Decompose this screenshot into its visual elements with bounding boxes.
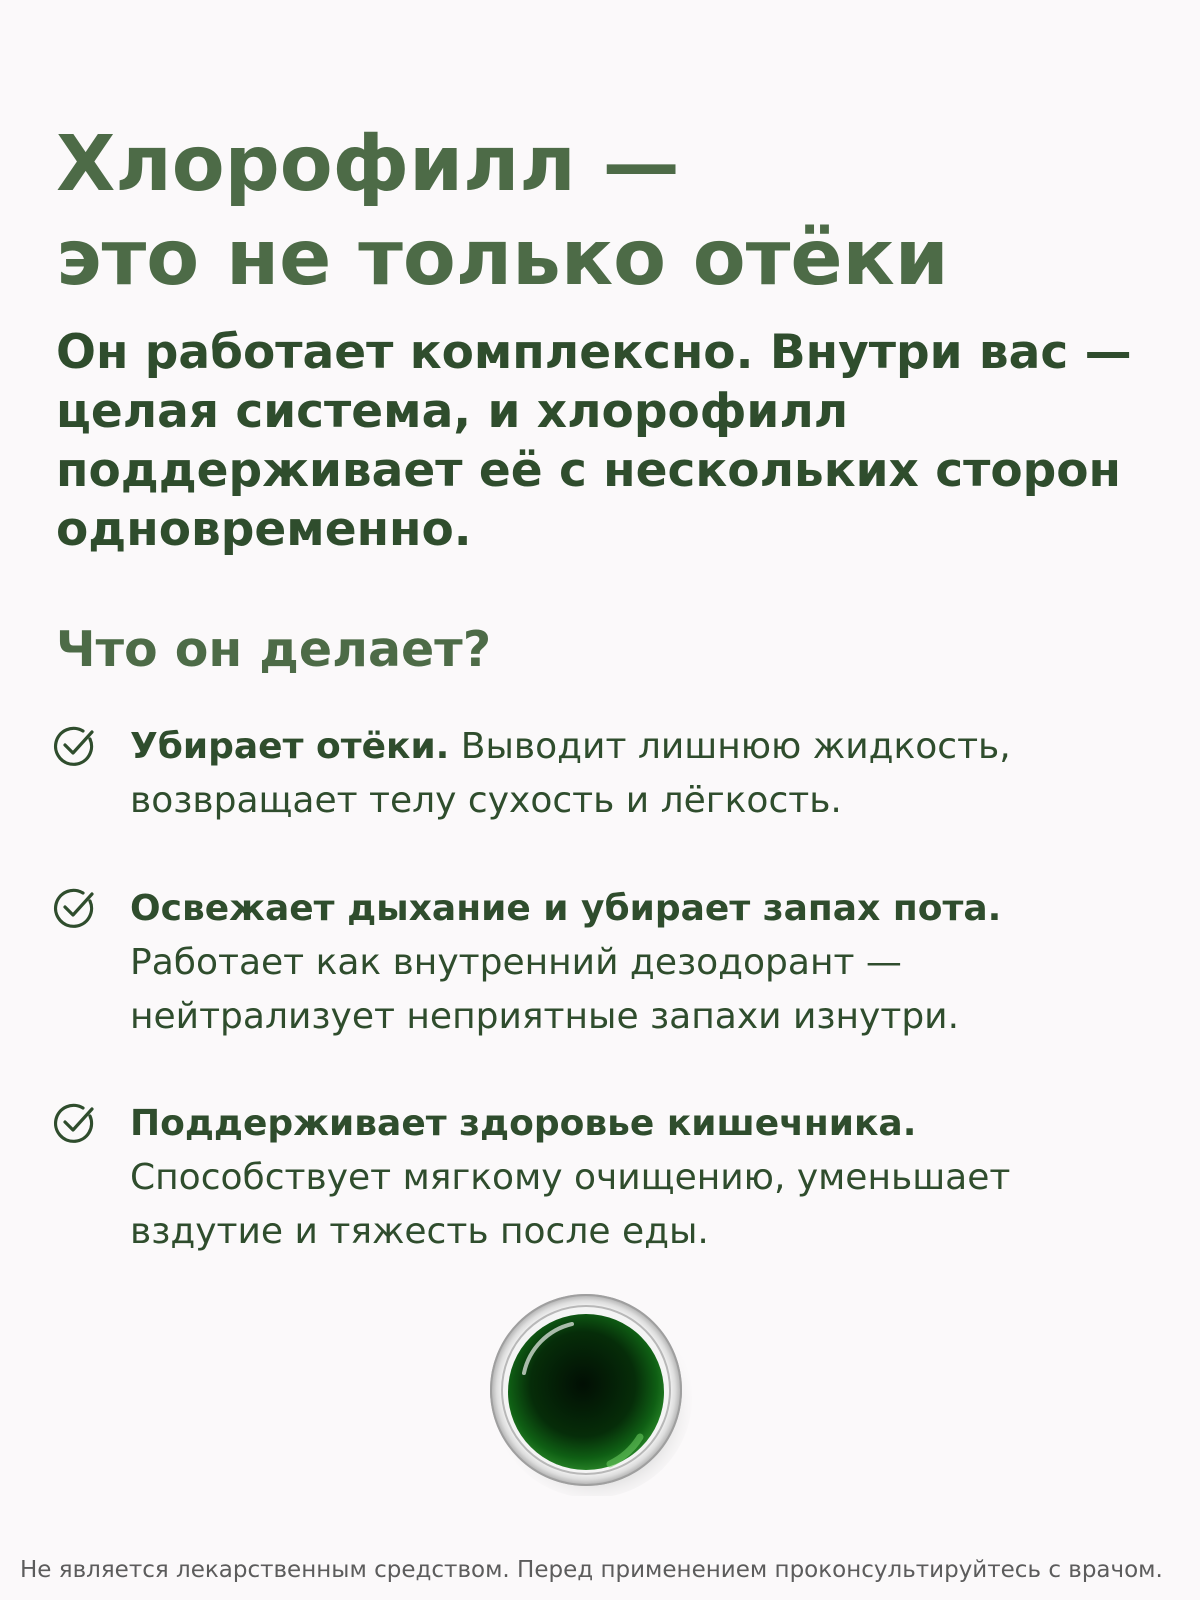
benefit-first-line	[130, 720, 1011, 774]
check-circle-icon	[52, 724, 96, 768]
benefit-text	[130, 720, 1011, 828]
lead-line-2: целая система, и хлорофилл	[56, 384, 849, 439]
chlorophyll-bowl-image	[486, 1290, 692, 1496]
benefit-text	[130, 882, 1001, 1044]
lead-paragraph	[56, 323, 1166, 559]
title-line-1: Хлорофилл —	[56, 120, 680, 209]
check-circle-icon	[52, 886, 96, 930]
benefit-description-line: возвращает телу сухость и лёгкость.	[130, 780, 842, 821]
disclaimer-text: Не является лекарственным средством. Перед применением проконсультируйтесь с врачом.	[20, 1557, 1163, 1583]
benefit-description-inline: Выводит лишнюю жидкость,	[449, 726, 1011, 767]
section-heading: Что он делает?	[56, 621, 492, 678]
benefit-description-line: Способствует мягкому очищению, уменьшает	[130, 1157, 1011, 1198]
lead-line-1: Он работает комплексно. Внутри вас —	[56, 325, 1132, 380]
benefit-description-line: Работает как внутренний дезодорант —	[130, 942, 902, 983]
benefit-text	[130, 1097, 1010, 1259]
title-line-2: это не только отёки	[56, 214, 949, 303]
benefit-title: Убирает отёки.	[130, 726, 450, 767]
page-title	[56, 118, 949, 306]
benefit-description-line: вздутие и тяжесть после еды.	[130, 1211, 709, 1252]
benefit-description-line: нейтрализует неприятные запахи изнутри.	[130, 996, 960, 1037]
lead-line-3: поддерживает её с нескольких сторон	[56, 443, 1122, 498]
benefit-title: Освежает дыхание и убирает запах пота.	[130, 888, 1002, 929]
benefit-title: Поддерживает здоровье кишечника.	[130, 1103, 917, 1144]
lead-line-4: одновременно.	[56, 502, 472, 557]
check-circle-icon	[52, 1101, 96, 1145]
